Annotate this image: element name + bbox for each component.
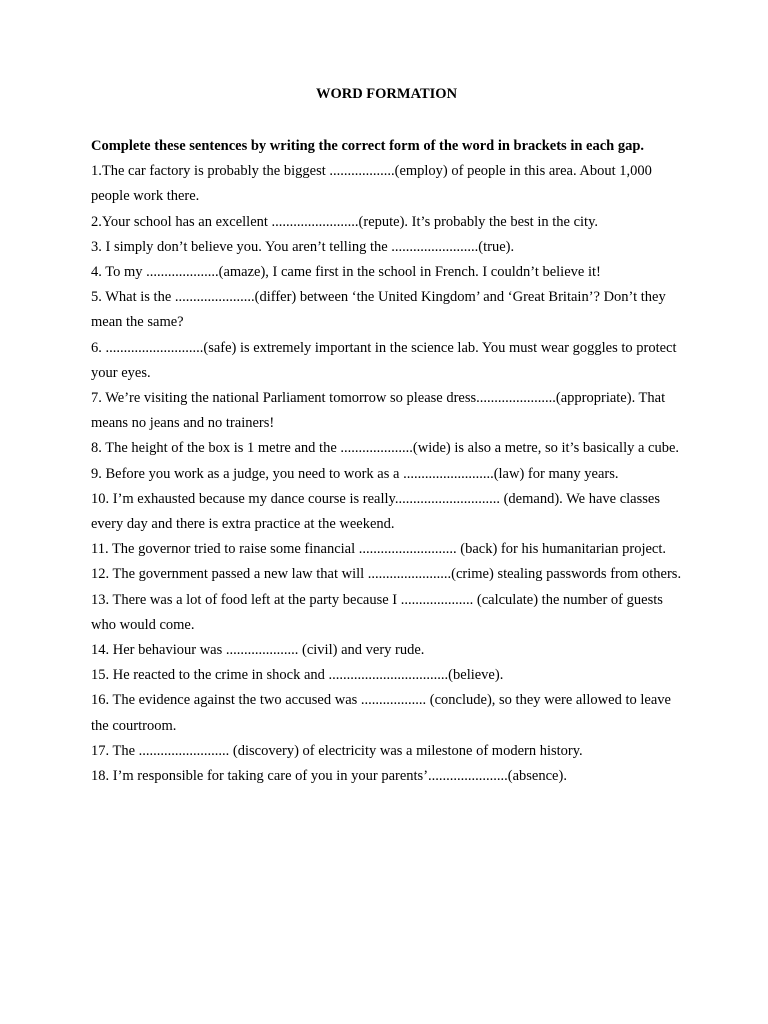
exercise-item-13: 13. There was a lot of food left at the party because I .................... (calculate) the number of guests who would come. — [91, 591, 663, 633]
exercise-item-8: 8. The height of the box is 1 metre and the ....................(wide) is also a metre, so it’s basically a cube. — [91, 440, 680, 457]
exercise-item-7: 7. We’re visiting the national Parliament tomorrow so please dress......................(appropriate). That means no jeans and no trainers! — [91, 390, 666, 432]
exercise-item-5: 5. What is the ......................(differ) between ‘the United Kingdom’ and ‘Great Britain’? Don’t they mean the same? — [91, 289, 666, 331]
exercise-item-1: 1.The car factory is probably the biggest ..................(employ) of people in this area. About 1,000 people work there. — [91, 163, 652, 205]
exercise-item-4: 4. To my ....................(amaze), I came first in the school in French. I couldn’t believe it! — [91, 264, 601, 281]
exercise-item-2: 2.Your school has an excellent ........................(repute). It’s probably the best in the city. — [91, 213, 598, 230]
exercise-item-6: 6. ...........................(safe) is extremely important in the science lab. You must wear goggles to protect your eyes. — [91, 339, 677, 381]
worksheet-title: WORD FORMATION — [315, 86, 458, 102]
exercise-item-12: 12. The government passed a new law that will .......................(crime) stealing passwords from others. — [91, 566, 682, 583]
exercise-item-3: 3. I simply don’t believe you. You aren’t telling the ........................(true). — [91, 238, 515, 255]
exercise-item-17: 17. The ......................... (discovery) of electricity was a milestone of modern history. — [91, 742, 583, 759]
exercise-item-11: 11. The governor tried to raise some financial ........................... (back) for his humanitarian project. — [91, 541, 667, 558]
exercise-item-9: 9. Before you work as a judge, you need to work as a .........................(law) for many years. — [91, 465, 619, 482]
exercise-item-18: 18. I’m responsible for taking care of you in your parents’......................(absence). — [91, 768, 567, 785]
exercise-item-15: 15. He reacted to the crime in shock and .................................(believe). — [91, 667, 504, 684]
exercise-item-14: 14. Her behaviour was .................... (civil) and very rude. — [91, 642, 425, 659]
exercise-list — [91, 159, 682, 789]
worksheet-instruction: Complete these sentences by writing the correct form of the word in brackets in each gap. — [91, 138, 645, 154]
exercise-item-16: 16. The evidence against the two accused was .................. (conclude), so they were allowed to leave the courtroom. — [91, 692, 671, 734]
exercise-item-10: 10. I’m exhausted because my dance course is really............................. (demand). We have classes every day and there is extra practice at the weekend. — [91, 490, 660, 533]
